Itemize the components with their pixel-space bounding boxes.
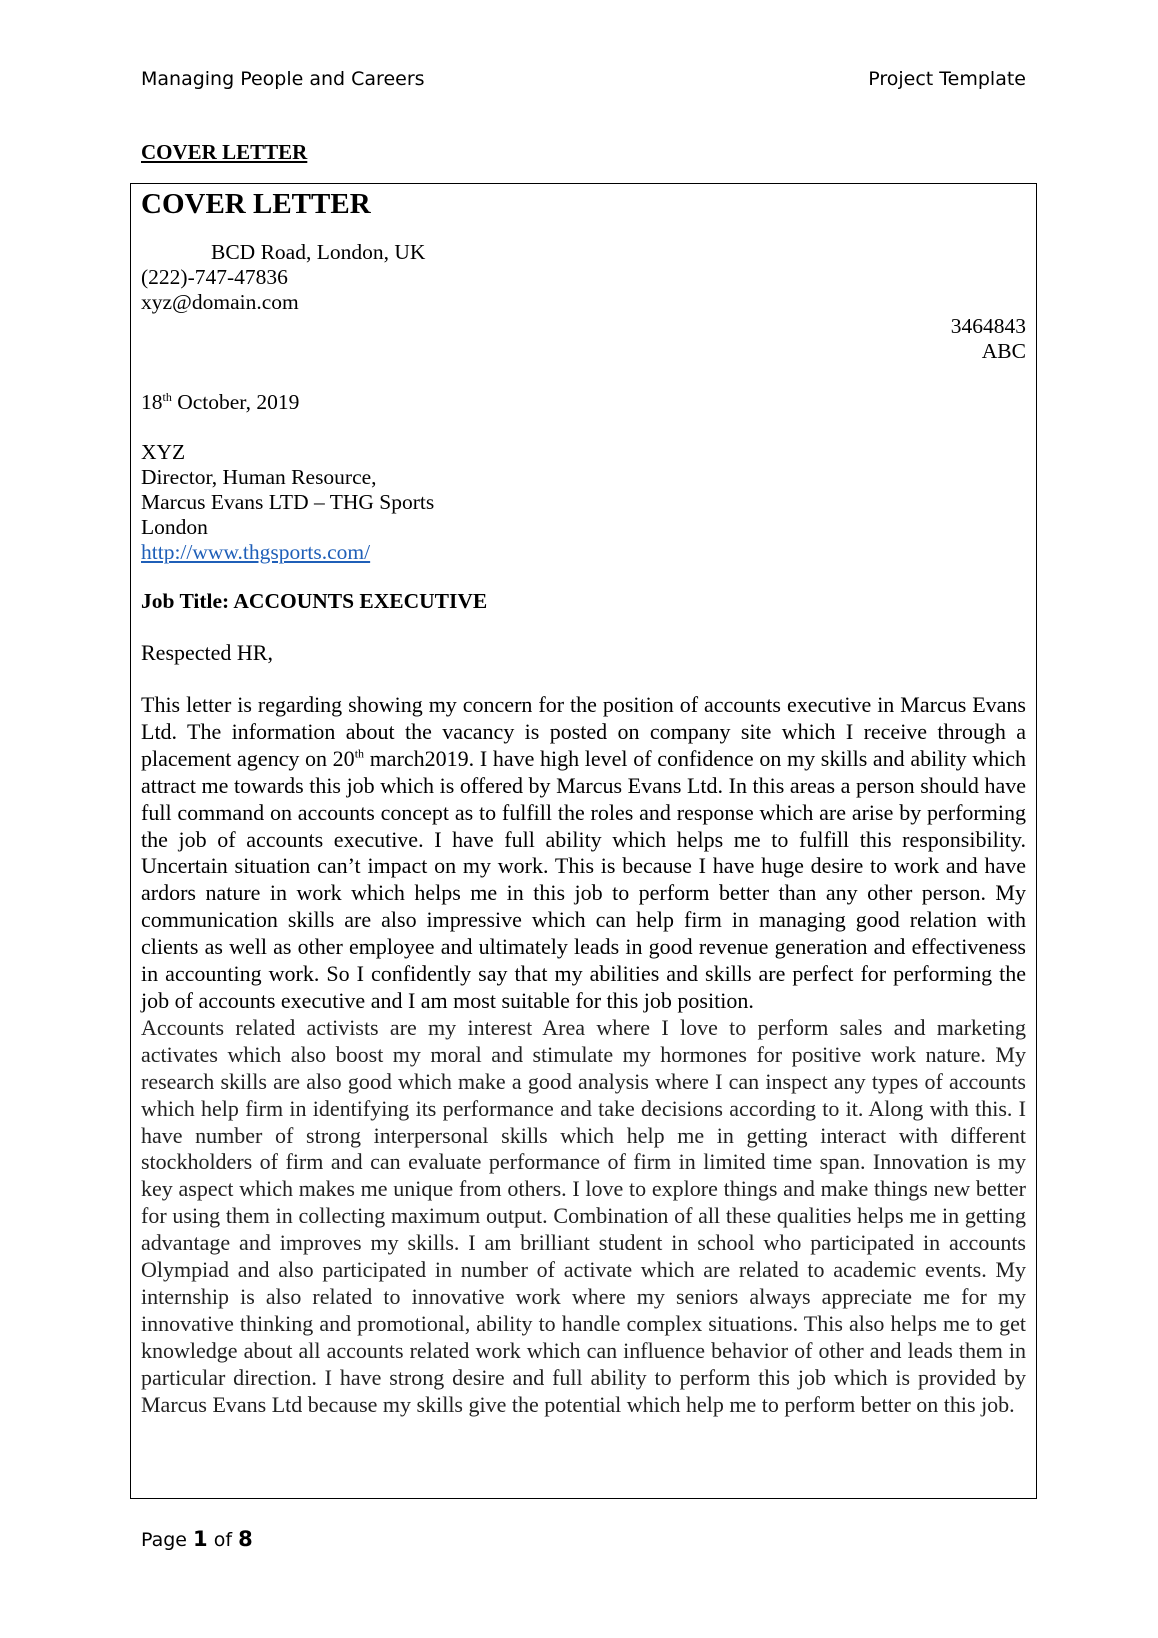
body-paragraph-1 [141, 692, 1026, 1015]
recipient-block [141, 440, 434, 565]
footer-current-page: 1 [193, 1527, 208, 1551]
date-day: 18 [141, 390, 163, 414]
sender-block [141, 240, 425, 315]
cover-letter-box [130, 183, 1037, 1499]
footer-page-word: Page [141, 1529, 187, 1551]
paragraph-1-end: march2019. I have high level of confidence on my skills and ability which attract me towards this job which is offered by Marcus Evans Ltd. In this areas a person should have full command on accounts concept as to fulfill the roles and response which are arise by performing the job of accounts executive. I have full ability which helps me to fulfill this responsibility. Uncertain situation can’t impact on my work. This is because I have huge desire to work and have ardors nature in work which helps me in this job to perform better than any other person. My communication skills are also impressive which can help firm in managing good relation with clients as well as other employee and ultimately leads in good revenue generation and effectiveness in accounting work. So I confidently say that my abilities and skills are perfect for performing the job of accounts executive and I am most suitable for this job position. [141, 745, 1026, 1013]
paragraph-1-sup: th [354, 746, 365, 761]
sender-phone: (222)-747-47836 [141, 265, 288, 289]
header-doc-type: Project Template [868, 68, 1026, 90]
header-course-title: Managing People and Careers [141, 68, 425, 90]
salutation: Respected HR, [141, 640, 273, 665]
letter-body [141, 692, 1026, 1418]
reference-block [951, 314, 1026, 364]
date-month-year: October, 2019 [171, 390, 300, 414]
reference-name: ABC [981, 339, 1026, 363]
footer-of-word: of [213, 1529, 233, 1551]
letter-title: COVER LETTER [141, 188, 371, 220]
recipient-company: Marcus Evans LTD – THG Sports [141, 490, 435, 514]
paragraph-1-start: This letter is regarding showing my concern for the position of accounts executive in Marcus Evans Ltd. The information about the vacancy is posted on company site which I receive through a placement agency on 20 [141, 692, 1026, 771]
date-suffix: th [162, 389, 172, 404]
reference-id: 3464843 [950, 314, 1026, 338]
sender-email: xyz@domain.com [141, 290, 299, 314]
section-label: COVER LETTER [141, 140, 308, 164]
recipient-website-link[interactable]: http://www.thgsports.com/ [141, 540, 371, 564]
page-footer [141, 1527, 253, 1551]
letter-date [141, 390, 299, 415]
sender-address: BCD Road, London, UK [211, 240, 426, 264]
recipient-name: XYZ [141, 440, 186, 464]
page-header [141, 68, 1026, 90]
recipient-position: Director, Human Resource, [141, 465, 377, 489]
job-title: Job Title: ACCOUNTS EXECUTIVE [141, 589, 488, 613]
body-paragraph-2: Accounts related activists are my interest Area where I love to perform sales and marketing activates which also boost my moral and stimulate my hormones for positive work nature. My research skills are also good which make a good analysis where I can inspect any types of accounts which help firm in identifying its performance and take decisions according to it. Along with this. I have number of strong interpersonal skills which help me in getting interact with different stockholders of firm and can evaluate performance of firm in limited time span. Innovation is my key aspect which makes me unique from others. I love to explore things and make things new better for using them in collecting maximum output. Combination of all these qualities helps me in getting advantage and improves my skills. I am brilliant student in school who participated in accounts Olympiad and also participated in number of activate which are related to academic events. My internship is also related to innovative work where my seniors always appreciate me for my innovative thinking and promotional, ability to handle complex situations. This also helps me to get knowledge about all accounts related work which can influence behavior of other and leads them in particular direction. I have strong desire and full ability to perform this job which is provided by Marcus Evans Ltd because my skills give the potential which help me to perform better on this job. [141, 1014, 1026, 1417]
footer-total-pages: 8 [238, 1527, 253, 1551]
recipient-city: London [141, 515, 208, 539]
